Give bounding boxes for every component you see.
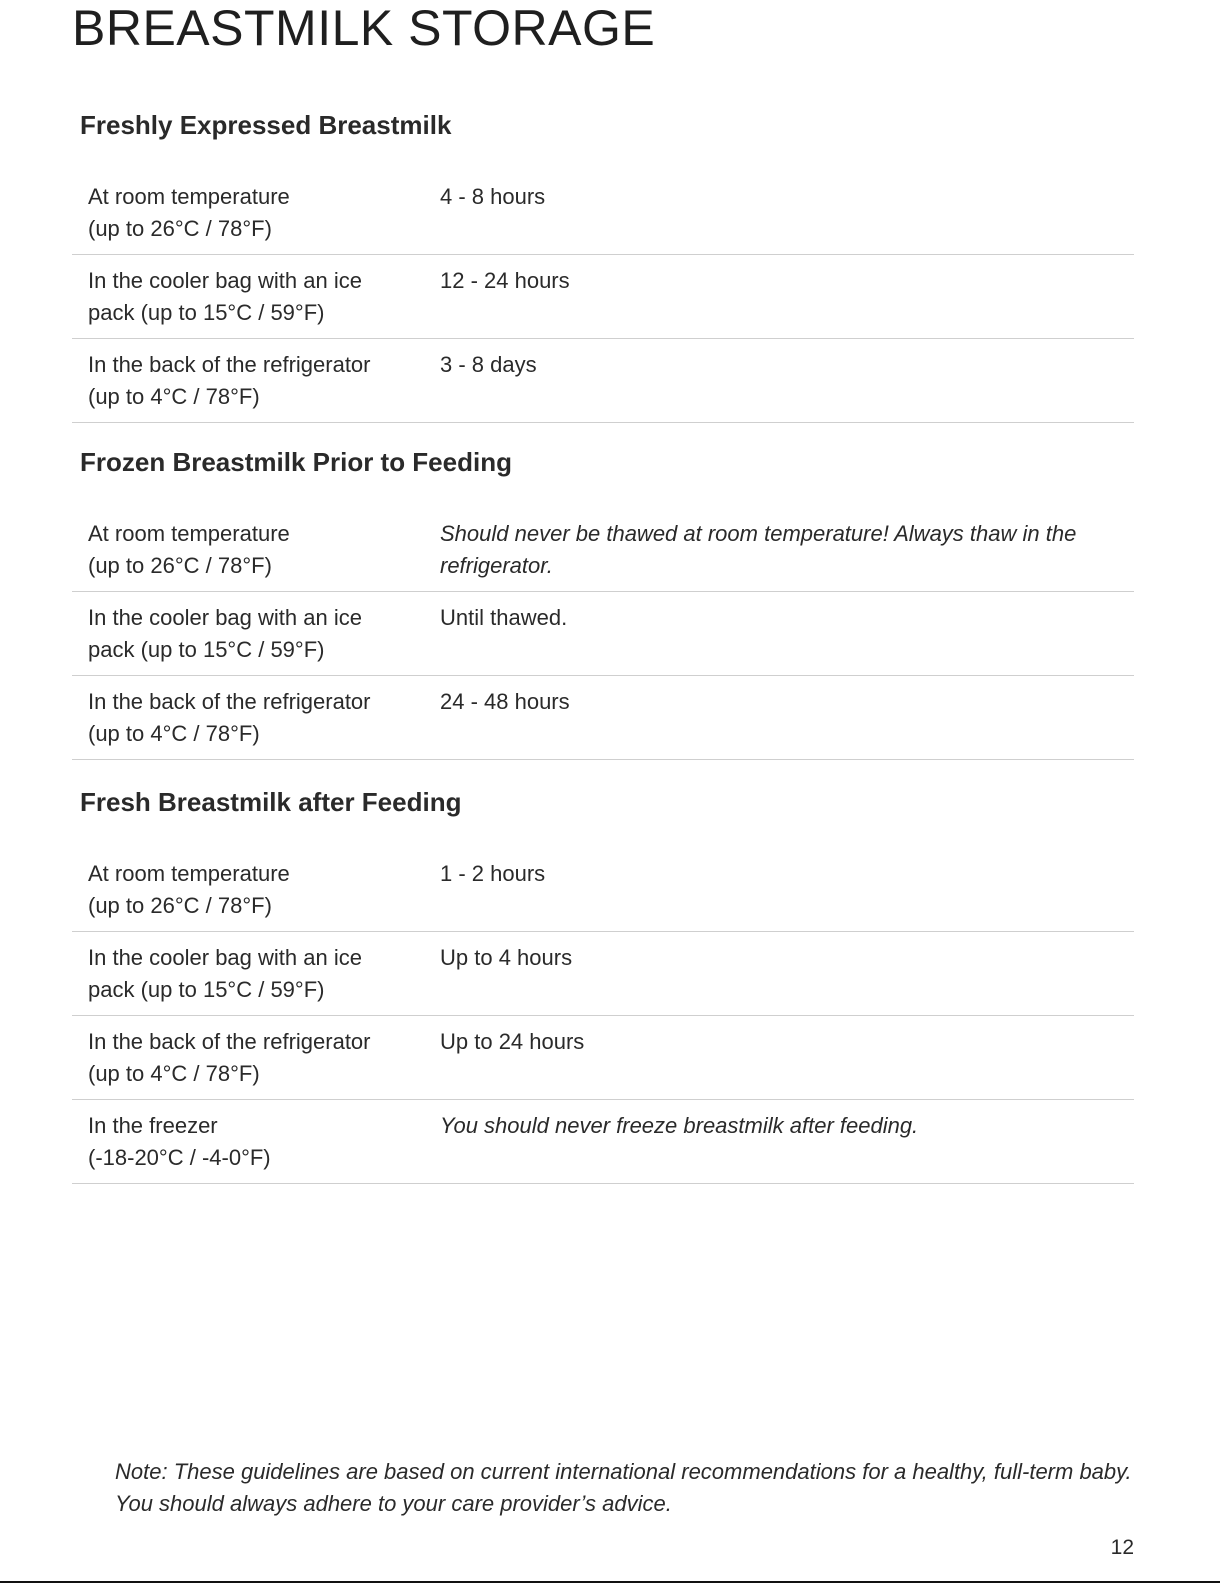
condition-cell (72, 349, 440, 422)
storage-table (72, 513, 1134, 760)
page-title: BREASTMILK STORAGE (72, 0, 656, 56)
duration-cell: You should never freeze breastmilk after feeding. (440, 1113, 919, 1138)
condition-line: At room temperature (88, 184, 290, 209)
condition-temp: (up to 4°C / 78°F) (88, 1061, 260, 1086)
condition-line: In the back of the refrigerator (88, 1029, 371, 1054)
table-row (72, 1016, 1134, 1100)
condition-cell (72, 181, 440, 254)
table-row (72, 339, 1134, 423)
condition-cell (72, 602, 440, 675)
condition-temp: (up to 26°C / 78°F) (88, 553, 272, 578)
table-row (72, 853, 1134, 932)
condition-cell (72, 1026, 440, 1099)
table-row (72, 1100, 1134, 1184)
condition-temp: pack (up to 15°C / 59°F) (88, 637, 325, 662)
table-row (72, 592, 1134, 676)
condition-line: In the cooler bag with an ice (88, 268, 362, 293)
condition-temp: (up to 4°C / 78°F) (88, 384, 260, 409)
condition-temp: pack (up to 15°C / 59°F) (88, 977, 325, 1002)
condition-line: In the cooler bag with an ice (88, 605, 362, 630)
condition-cell (72, 265, 440, 338)
duration-cell: 12 - 24 hours (440, 268, 570, 293)
storage-table (72, 176, 1134, 423)
footnote-line: Note: These guidelines are based on current international recommendations for a healthy, full-term baby. (115, 1459, 1132, 1484)
section-fresh-after-feeding (72, 785, 1134, 1184)
condition-cell (72, 686, 440, 759)
section-heading: Frozen Breastmilk Prior to Feeding (80, 447, 512, 477)
condition-line: In the back of the refrigerator (88, 352, 371, 377)
condition-line: In the back of the refrigerator (88, 689, 371, 714)
condition-cell (72, 858, 440, 931)
section-freshly-expressed (72, 108, 1134, 423)
duration-cell: Up to 24 hours (440, 1029, 585, 1054)
condition-line: At room temperature (88, 861, 290, 886)
table-row (72, 255, 1134, 339)
section-heading: Freshly Expressed Breastmilk (80, 110, 452, 140)
page-number: 12 (1110, 1536, 1134, 1559)
condition-temp: (up to 4°C / 78°F) (88, 721, 260, 746)
table-row (72, 676, 1134, 760)
condition-line: At room temperature (88, 521, 290, 546)
section-heading: Fresh Breastmilk after Feeding (80, 787, 462, 817)
table-row (72, 513, 1134, 592)
duration-cell: 4 - 8 hours (440, 184, 546, 209)
table-row (72, 176, 1134, 255)
duration-cell: 24 - 48 hours (440, 689, 570, 714)
duration-cell: 3 - 8 days (440, 352, 537, 377)
condition-line: In the freezer (88, 1113, 218, 1138)
storage-table (72, 853, 1134, 1184)
condition-temp: (-18-20°C / -4-0°F) (88, 1145, 271, 1170)
condition-temp: pack (up to 15°C / 59°F) (88, 300, 325, 325)
duration-cell: Should never be thawed at room temperature! Always thaw in the refrigerator. (440, 521, 1077, 578)
footnote-line: You should always adhere to your care provider’s advice. (115, 1491, 672, 1516)
condition-cell (72, 942, 440, 1015)
condition-line: In the cooler bag with an ice (88, 945, 362, 970)
duration-cell: Until thawed. (440, 605, 568, 630)
section-frozen-prior-feeding (72, 445, 1134, 760)
condition-cell (72, 518, 440, 591)
duration-cell: Up to 4 hours (440, 945, 573, 970)
duration-cell: 1 - 2 hours (440, 861, 546, 886)
table-row (72, 932, 1134, 1016)
condition-temp: (up to 26°C / 78°F) (88, 893, 272, 918)
condition-temp: (up to 26°C / 78°F) (88, 216, 272, 241)
footnote (115, 1456, 1155, 1520)
condition-cell (72, 1110, 440, 1183)
